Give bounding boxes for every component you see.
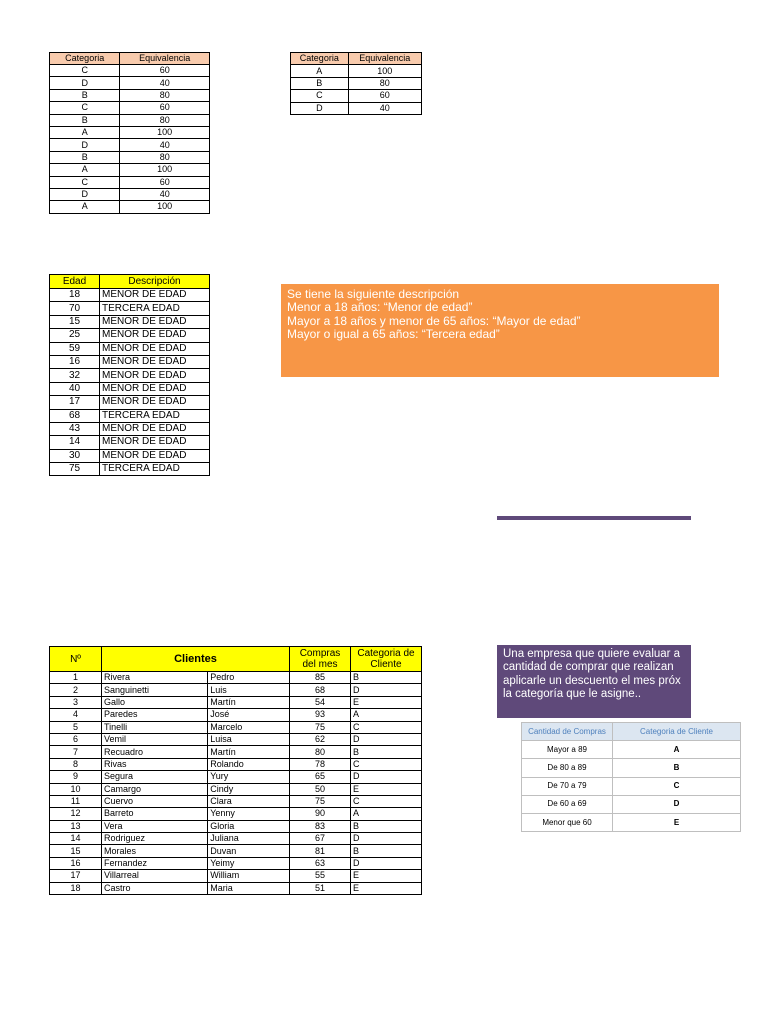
- table-row: [50, 857, 422, 869]
- table-row: [50, 820, 422, 832]
- categoria-cell: E: [613, 813, 741, 831]
- edad-cell: 17: [50, 396, 100, 409]
- table-row: [50, 201, 210, 213]
- table-row: [50, 315, 210, 328]
- nombre-cell: Luis: [208, 684, 290, 696]
- header-categoria-cliente: Categoria de Cliente: [613, 723, 741, 741]
- categoria-cell: A: [291, 65, 349, 77]
- equivalencia-cell: 100: [120, 164, 210, 176]
- nombre-cell: Duvan: [208, 845, 290, 857]
- edad-cell: 14: [50, 436, 100, 449]
- header-categoria: Categoria: [291, 53, 349, 65]
- nombre-cell: William: [208, 870, 290, 882]
- compras-cell: 75: [290, 721, 351, 733]
- apellido-cell: Rodriguez: [102, 833, 208, 845]
- categoria-cell: C: [50, 176, 120, 188]
- table-row: [50, 65, 210, 77]
- table-row: [50, 696, 422, 708]
- equivalencia-cell: 60: [120, 65, 210, 77]
- descripcion-cell: MENOR DE EDAD: [100, 369, 210, 382]
- nombre-cell: Martín: [208, 696, 290, 708]
- nombre-cell: Yeimy: [208, 857, 290, 869]
- edad-cell: 70: [50, 302, 100, 315]
- table-row: [50, 289, 210, 302]
- numero-cell: 4: [50, 709, 102, 721]
- descripcion-cell: TERCERA EDAD: [100, 302, 210, 315]
- categoria-cell: C: [50, 102, 120, 114]
- equivalencia-cell: 100: [348, 65, 421, 77]
- equivalencia-cell: 60: [120, 102, 210, 114]
- equivalencia-cell: 40: [348, 102, 421, 114]
- nombre-cell: Martín: [208, 746, 290, 758]
- categoria-cell: E: [351, 870, 422, 882]
- edad-cell: 43: [50, 422, 100, 435]
- table-row: [50, 77, 210, 89]
- table-row: [50, 396, 210, 409]
- table-row: [50, 188, 210, 200]
- nombre-cell: Clara: [208, 795, 290, 807]
- table-row: [50, 783, 422, 795]
- categoria-cell: A: [50, 201, 120, 213]
- cantidad-cell: Mayor a 89: [522, 741, 613, 759]
- numero-cell: 15: [50, 845, 102, 857]
- table-row: [522, 741, 741, 759]
- numero-cell: 7: [50, 746, 102, 758]
- apellido-cell: Recuadro: [102, 746, 208, 758]
- apellido-cell: Segura: [102, 771, 208, 783]
- table-row: [50, 436, 210, 449]
- apellido-cell: Villarreal: [102, 870, 208, 882]
- header-equivalencia: Equivalencia: [348, 53, 421, 65]
- compras-cell: 54: [290, 696, 351, 708]
- statement-line: aplicarle un descuento el mes próx: [503, 674, 681, 687]
- categoria-cell: D: [50, 77, 120, 89]
- categoria-cell: B: [50, 114, 120, 126]
- header-categoria: Categoria: [50, 53, 120, 65]
- compras-cell: 63: [290, 857, 351, 869]
- apellido-cell: Sanguinetti: [102, 684, 208, 696]
- numero-cell: 8: [50, 758, 102, 770]
- numero-cell: 1: [50, 672, 102, 684]
- category-criteria-table: [521, 722, 741, 832]
- nombre-cell: Rolando: [208, 758, 290, 770]
- edad-cell: 18: [50, 289, 100, 302]
- header-categoria-cliente: Categoria de Cliente: [351, 647, 422, 672]
- edad-cell: 68: [50, 409, 100, 422]
- categoria-cell: A: [50, 164, 120, 176]
- table-row: [50, 808, 422, 820]
- equivalencia-cell: 100: [120, 201, 210, 213]
- categoria-cell: B: [351, 845, 422, 857]
- category-criteria-wrap: [521, 722, 713, 827]
- apellido-cell: Gallo: [102, 696, 208, 708]
- description-line: Mayor a 18 años y menor de 65 años: “Mayor de edad”: [287, 313, 581, 328]
- numero-cell: 18: [50, 882, 102, 894]
- table-row: [50, 409, 210, 422]
- descripcion-cell: MENOR DE EDAD: [100, 382, 210, 395]
- edad-cell: 30: [50, 449, 100, 462]
- compras-cell: 62: [290, 733, 351, 745]
- table-row: [50, 329, 210, 342]
- table-row: [50, 870, 422, 882]
- header-compras: Compras del mes: [290, 647, 351, 672]
- categoria-cell: D: [351, 771, 422, 783]
- categoria-cell: D: [291, 102, 349, 114]
- numero-cell: 14: [50, 833, 102, 845]
- categoria-cell: A: [50, 126, 120, 138]
- categoria-cell: A: [351, 808, 422, 820]
- table-row: [50, 845, 422, 857]
- nombre-cell: Yenny: [208, 808, 290, 820]
- compras-cell: 65: [290, 771, 351, 783]
- table-row: [50, 369, 210, 382]
- header-descripcion: Descripción: [100, 275, 210, 289]
- edad-cell: 16: [50, 355, 100, 368]
- descripcion-cell: MENOR DE EDAD: [100, 289, 210, 302]
- table-row: [50, 746, 422, 758]
- numero-cell: 5: [50, 721, 102, 733]
- nombre-cell: Gloria: [208, 820, 290, 832]
- categoria-cell: B: [50, 89, 120, 101]
- apellido-cell: Paredes: [102, 709, 208, 721]
- equivalencia-cell: 80: [120, 114, 210, 126]
- descripcion-cell: MENOR DE EDAD: [100, 436, 210, 449]
- statement-line: la categoría que le asigne..: [503, 688, 642, 701]
- table-row: [50, 151, 210, 163]
- numero-cell: 2: [50, 684, 102, 696]
- categoria-lookup-table: [290, 52, 422, 115]
- categoria-cell: C: [50, 65, 120, 77]
- table-row: [522, 759, 741, 777]
- categoria-cell: E: [351, 696, 422, 708]
- compras-cell: 68: [290, 684, 351, 696]
- cantidad-cell: De 60 a 69: [522, 795, 613, 813]
- categoria-cell: D: [351, 733, 422, 745]
- table-row: [50, 102, 210, 114]
- categoria-cell: B: [291, 77, 349, 89]
- nombre-cell: Juliana: [208, 833, 290, 845]
- table-row: [50, 882, 422, 894]
- table-row: [291, 65, 422, 77]
- table-row: [522, 813, 741, 831]
- descripcion-cell: MENOR DE EDAD: [100, 355, 210, 368]
- descripcion-cell: MENOR DE EDAD: [100, 329, 210, 342]
- nombre-cell: Cindy: [208, 783, 290, 795]
- problem-statement-box: [497, 645, 691, 718]
- description-line: Se tiene la siguiente descripción: [287, 287, 460, 301]
- table-row: [50, 721, 422, 733]
- edad-cell: 32: [50, 369, 100, 382]
- descripcion-cell: MENOR DE EDAD: [100, 396, 210, 409]
- table-row: [50, 355, 210, 368]
- cantidad-cell: De 80 a 89: [522, 759, 613, 777]
- cantidad-cell: Menor que 60: [522, 813, 613, 831]
- table-row: [50, 771, 422, 783]
- compras-cell: 85: [290, 672, 351, 684]
- numero-cell: 17: [50, 870, 102, 882]
- descripcion-cell: MENOR DE EDAD: [100, 315, 210, 328]
- equivalencia-cell: 80: [348, 77, 421, 89]
- compras-cell: 75: [290, 795, 351, 807]
- table-row: [50, 672, 422, 684]
- descripcion-cell: MENOR DE EDAD: [100, 449, 210, 462]
- apellido-cell: Camargo: [102, 783, 208, 795]
- header-numero: Nº: [50, 647, 102, 672]
- table-row: [50, 176, 210, 188]
- apellido-cell: Fernandez: [102, 857, 208, 869]
- header-clientes: Clientes: [102, 647, 290, 672]
- edad-cell: 15: [50, 315, 100, 328]
- numero-cell: 3: [50, 696, 102, 708]
- edad-cell: 59: [50, 342, 100, 355]
- table-row: [50, 733, 422, 745]
- table-row: [291, 77, 422, 89]
- compras-cell: 93: [290, 709, 351, 721]
- cantidad-cell: De 70 a 79: [522, 777, 613, 795]
- apellido-cell: Rivera: [102, 672, 208, 684]
- clients-table: [49, 646, 422, 895]
- nombre-cell: José: [208, 709, 290, 721]
- compras-cell: 78: [290, 758, 351, 770]
- header-equivalencia: Equivalencia: [120, 53, 210, 65]
- categoria-cell: C: [351, 721, 422, 733]
- equivalencia-cell: 80: [120, 151, 210, 163]
- table-row: [50, 139, 210, 151]
- categoria-cell: C: [613, 777, 741, 795]
- table-row: [50, 164, 210, 176]
- table-row: [50, 795, 422, 807]
- categoria-cell: A: [351, 709, 422, 721]
- table-row: [50, 422, 210, 435]
- table-row: [522, 795, 741, 813]
- table-row: [50, 114, 210, 126]
- edad-descripcion-table: [49, 274, 210, 476]
- nombre-cell: Yury: [208, 771, 290, 783]
- categoria-cell: C: [291, 90, 349, 102]
- description-line: Menor a 18 años: “Menor de edad”: [287, 300, 473, 315]
- numero-cell: 16: [50, 857, 102, 869]
- edad-cell: 75: [50, 463, 100, 476]
- table-row: [522, 777, 741, 795]
- compras-cell: 90: [290, 808, 351, 820]
- table-row: [50, 709, 422, 721]
- statement-line: cantidad de comprar que realizan: [503, 661, 674, 674]
- apellido-cell: Cuervo: [102, 795, 208, 807]
- table-row: [50, 382, 210, 395]
- header-edad: Edad: [50, 275, 100, 289]
- categoria-cell: D: [351, 684, 422, 696]
- table-row: [291, 102, 422, 114]
- table-row: [50, 126, 210, 138]
- description-line: Mayor o igual a 65 años: “Tercera edad”: [287, 327, 500, 342]
- nombre-cell: Pedro: [208, 672, 290, 684]
- nombre-cell: Maria: [208, 882, 290, 894]
- table-row: [50, 449, 210, 462]
- table-row: [50, 463, 210, 476]
- categoria-cell: B: [351, 672, 422, 684]
- equivalencia-cell: 60: [348, 90, 421, 102]
- equivalencia-cell: 60: [120, 176, 210, 188]
- table-row: [50, 758, 422, 770]
- table-row: [50, 342, 210, 355]
- categoria-cell: D: [50, 139, 120, 151]
- categoria-cell: C: [351, 795, 422, 807]
- apellido-cell: Rivas: [102, 758, 208, 770]
- age-description-box: [281, 284, 719, 377]
- edad-cell: 40: [50, 382, 100, 395]
- categoria-equivalencia-table: [49, 52, 210, 214]
- header-cantidad-compras: Cantidad de Compras: [522, 723, 613, 741]
- edad-cell: 25: [50, 329, 100, 342]
- compras-cell: 67: [290, 833, 351, 845]
- compras-cell: 55: [290, 870, 351, 882]
- categoria-cell: D: [351, 857, 422, 869]
- equivalencia-cell: 100: [120, 126, 210, 138]
- apellido-cell: Morales: [102, 845, 208, 857]
- compras-cell: 50: [290, 783, 351, 795]
- descripcion-cell: MENOR DE EDAD: [100, 422, 210, 435]
- nombre-cell: Marcelo: [208, 721, 290, 733]
- compras-cell: 81: [290, 845, 351, 857]
- categoria-cell: B: [351, 746, 422, 758]
- apellido-cell: Vera: [102, 820, 208, 832]
- categoria-cell: C: [351, 758, 422, 770]
- apellido-cell: Castro: [102, 882, 208, 894]
- statement-line: Una empresa que quiere evaluar a: [503, 648, 681, 660]
- table-row: [50, 89, 210, 101]
- numero-cell: 11: [50, 795, 102, 807]
- compras-cell: 83: [290, 820, 351, 832]
- apellido-cell: Barreto: [102, 808, 208, 820]
- equivalencia-cell: 80: [120, 89, 210, 101]
- categoria-cell: D: [50, 188, 120, 200]
- equivalencia-cell: 40: [120, 77, 210, 89]
- table-row: [50, 833, 422, 845]
- categoria-cell: D: [613, 795, 741, 813]
- numero-cell: 13: [50, 820, 102, 832]
- descripcion-cell: TERCERA EDAD: [100, 409, 210, 422]
- categoria-cell: B: [50, 151, 120, 163]
- equivalencia-cell: 40: [120, 139, 210, 151]
- table-row: [291, 90, 422, 102]
- table-row: [50, 302, 210, 315]
- equivalencia-cell: 40: [120, 188, 210, 200]
- apellido-cell: Tinelli: [102, 721, 208, 733]
- nombre-cell: Luisa: [208, 733, 290, 745]
- categoria-cell: B: [613, 759, 741, 777]
- categoria-cell: E: [351, 783, 422, 795]
- categoria-cell: B: [351, 820, 422, 832]
- compras-cell: 80: [290, 746, 351, 758]
- categoria-cell: A: [613, 741, 741, 759]
- compras-cell: 51: [290, 882, 351, 894]
- numero-cell: 12: [50, 808, 102, 820]
- numero-cell: 9: [50, 771, 102, 783]
- numero-cell: 10: [50, 783, 102, 795]
- apellido-cell: Vemil: [102, 733, 208, 745]
- descripcion-cell: MENOR DE EDAD: [100, 342, 210, 355]
- categoria-cell: E: [351, 882, 422, 894]
- categoria-cell: D: [351, 833, 422, 845]
- descripcion-cell: TERCERA EDAD: [100, 463, 210, 476]
- table-row: [50, 684, 422, 696]
- purple-divider: [497, 516, 691, 520]
- numero-cell: 6: [50, 733, 102, 745]
